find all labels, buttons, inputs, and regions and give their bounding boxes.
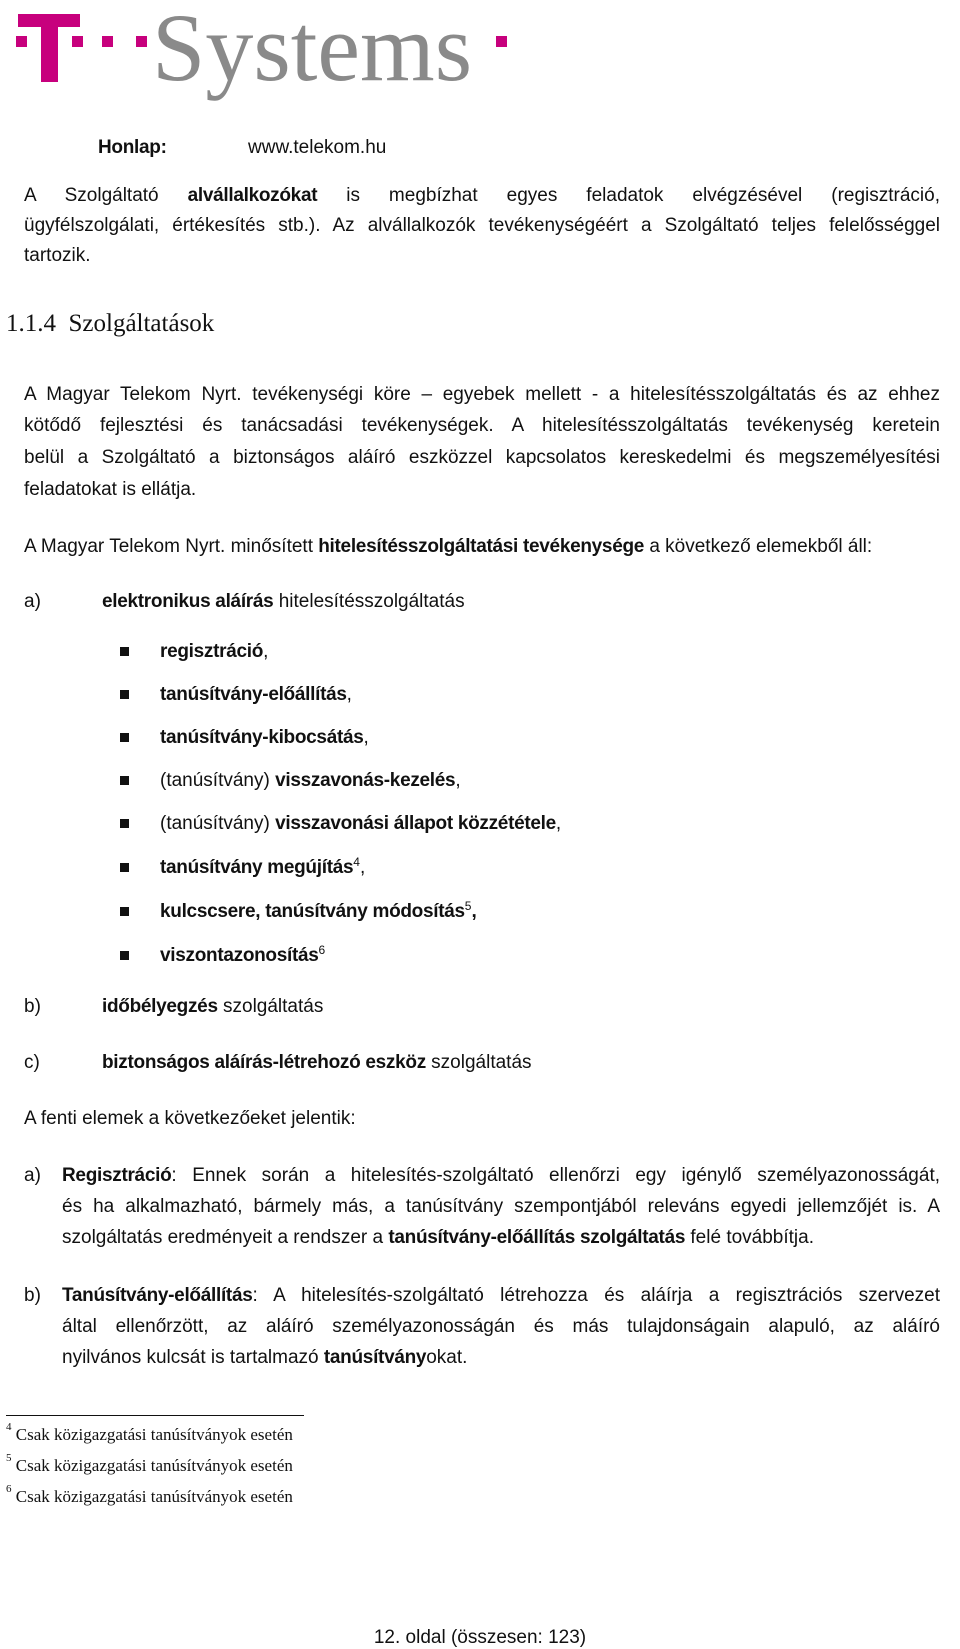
bullet-marker [120,690,129,699]
page-number: 12. oldal (összesen: 123) [373,1627,587,1648]
definition-label: a) [24,1165,41,1186]
bullet-marker [120,733,129,742]
bullet-marker [120,819,129,828]
definitions-intro: A fenti elemek a következőeket jelentik: [24,1108,356,1129]
bullet-item: tanúsítvány-kibocsátás, [160,727,369,748]
paragraph-qualified-service: A Magyar Telekom Nyrt. minősített hitelesítésszolgáltatási tevékenysége a következő elemekből áll: [24,536,873,557]
paragraph-subcontractors-line: A Szolgáltató alvállalkozókat is megbízhat egyes feladatok elvégzésével (regisztráció, [24,185,940,206]
bullet-item: tanúsítvány megújítás$^4$, [160,855,366,878]
definition-registration-line: szolgáltatás eredményeit a rendszer a tanúsítvány-előállítás szolgáltatás felé továbbítja. [62,1227,814,1248]
t-systems-logo [12,4,532,104]
section-heading: 1.1.4 Szolgáltatások [6,310,215,337]
bullet-marker [120,776,129,785]
list-label: c) [24,1052,40,1073]
definition-registration-line: Regisztráció: Ennek során a hitelesítés-szolgáltató ellenőrzi egy igénylő személyazonosságát, [62,1165,940,1186]
paragraph-subcontractors-line: ügyfélszolgálati, értékesítés stb.). Az alvállalkozók tevékenységéért a Szolgáltató teljes felelősséggel [24,215,940,236]
bullet-item: viszontazonosítás$^6$ [160,943,326,966]
definition-generation-line: nyilvános kulcsát is tartalmazó tanúsítványokat. [62,1347,468,1368]
footnote: $^5$ Csak közigazgatási tanúsítványok esetén [6,1452,293,1475]
bullet-item: tanúsítvány-előállítás, [160,684,352,705]
paragraph-activity-line: feladatokat is ellátja. [24,479,197,500]
bullet-marker [120,951,129,960]
definition-registration-line: és ha alkalmazható, bármely más, a tanúsítvány szempontjából releváns egyedi jellemzőjét is. A [62,1196,940,1217]
footnote-ref[interactable]: 5 [464,899,472,913]
definition-generation-line: által ellenőrzött, az aláíró személyazonosságán és más tulajdonságain alapuló, az aláíró [62,1316,940,1337]
footnote-ref[interactable]: 6 [318,943,326,957]
paragraph-activity-line: belül a Szolgáltató a biztonságos aláíró eszközzel kapcsolatos kereskedelmi és megszemélyesítési [24,447,940,468]
svg-text:Systems: Systems [152,4,473,101]
bullet-item: regisztráció, [160,641,269,662]
list-item-timestamp: időbélyegzés szolgáltatás [102,996,324,1017]
list-item-esignature: elektronikus aláírás hitelesítésszolgáltatás [102,591,465,612]
bullet-item: kulcscsere, tanúsítvány módosítás$^5$, [160,899,477,922]
definition-label: b) [24,1285,41,1306]
footnote: $^6$ Csak közigazgatási tanúsítványok esetén [6,1483,293,1506]
paragraph-activity-line: kötődő fejlesztési és tanácsadási tevékenységek. A hitelesítésszolgáltatás tevékenység keretein [24,415,940,436]
bullet-item: (tanúsítvány) visszavonási állapot közzététele, [160,813,562,834]
bullet-marker [120,863,129,872]
footnote-ref[interactable]: 4 [353,855,360,869]
homepage-url[interactable]: www.telekom.hu [248,137,387,158]
list-label: a) [24,591,41,612]
footnote: $^4$ Csak közigazgatási tanúsítványok esetén [6,1421,293,1444]
definition-generation-line: Tanúsítvány-előállítás: A hitelesítés-szolgáltató létrehozza és aláírja a regisztrációs szervezet [62,1285,940,1306]
list-item-secure-device: biztonságos aláírás-létrehozó eszköz szolgáltatás [102,1052,532,1073]
bullet-item: (tanúsítvány) visszavonás-kezelés, [160,770,461,791]
footnote-separator [6,1415,304,1416]
bullet-marker [120,647,129,656]
bullet-marker [120,907,129,916]
list-label: b) [24,996,41,1017]
homepage-label: Honlap: [98,137,167,158]
paragraph-activity-line: A Magyar Telekom Nyrt. tevékenységi köre – egyebek mellett - a hitelesítésszolgáltatás és az ehhez [24,384,940,405]
paragraph-subcontractors-line: tartozik. [24,245,91,266]
